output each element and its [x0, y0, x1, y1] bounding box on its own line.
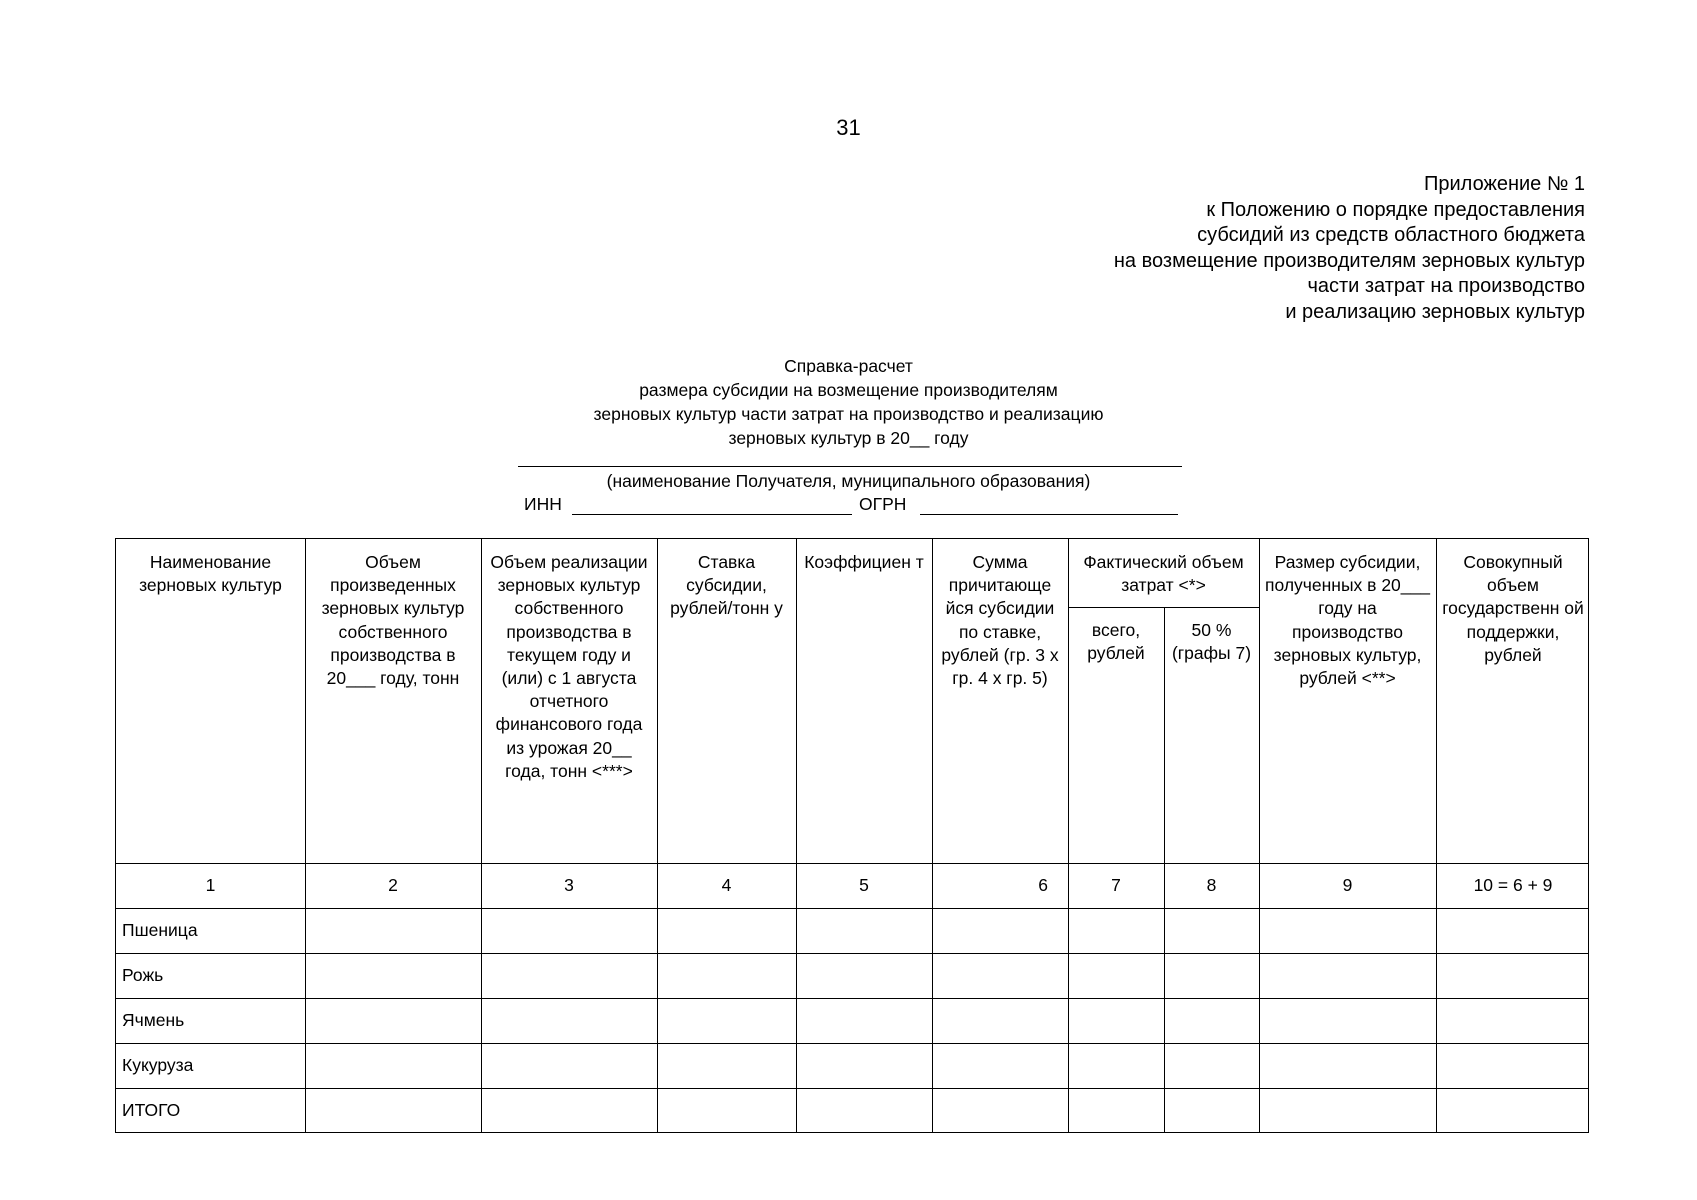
- row-label-rye: Рожь: [122, 965, 164, 985]
- row-label-wheat: Пшеница: [122, 920, 198, 940]
- title-line: Справка-расчет: [784, 356, 913, 376]
- ogrn-label: ОГРН: [859, 494, 907, 514]
- header-total-support: Совокупный объем государственн ой поддержки, рублей: [1442, 552, 1584, 665]
- header-subsidy-rate: Ставка субсидии, рублей/тонн у: [670, 552, 783, 619]
- row-divider: [116, 863, 1588, 864]
- row-divider: [116, 953, 1588, 954]
- title-line: размера субсидии на возмещение производителям: [639, 380, 1058, 400]
- header-coefficient: Коэффициен т: [804, 552, 924, 572]
- row-label-barley: Ячмень: [122, 1010, 185, 1030]
- appendix-line: Приложение № 1: [1424, 173, 1585, 195]
- column-number: 1: [205, 875, 216, 895]
- subsidy-table: [115, 538, 1589, 1133]
- header-received-subsidy: Размер субсидии, полученных в 20___ году на производство зерновых культур, рублей <**>: [1265, 552, 1430, 689]
- appendix-line: на возмещение производителям зерновых культур: [1113, 249, 1585, 272]
- column-number: 8: [1206, 875, 1217, 895]
- column-number: 4: [721, 875, 732, 895]
- appendix-line: и реализацию зерновых культур: [1285, 300, 1585, 323]
- row-divider: [116, 908, 1588, 909]
- column-number: 3: [564, 875, 574, 895]
- recipient-name-line: [518, 466, 1182, 467]
- document-title: [0, 354, 1697, 450]
- row-label-total: ИТОГО: [122, 1100, 181, 1120]
- column-number: 6: [1038, 875, 1048, 895]
- row-divider: [116, 1043, 1588, 1044]
- column-number: 7: [1111, 875, 1121, 895]
- column-number: 9: [1342, 875, 1353, 895]
- appendix-line: субсидий из средств областного бюджета: [1197, 224, 1585, 247]
- title-line: зерновых культур в 20__ году: [728, 428, 969, 448]
- inn-label: ИНН: [524, 494, 562, 514]
- group-header-divider: [1068, 607, 1259, 608]
- header-costs-total: всего, рублей: [1087, 620, 1145, 664]
- header-costs-half: 50 % (графы 7): [1171, 620, 1252, 664]
- page-number: 31: [836, 115, 861, 140]
- inn-field-line: [572, 514, 852, 515]
- header-sold-volume: Объем реализации зерновых культур собственного производства в текущем году и (или) с 1 августа отчетного финансового года из урожая 20__ года, тонн <***>: [490, 552, 648, 781]
- appendix-line: части затрат на производство: [1307, 275, 1585, 298]
- appendix-note: [1114, 172, 1585, 326]
- recipient-caption: (наименование Получателя, муниципального образования): [606, 471, 1091, 491]
- column-number: 2: [388, 875, 398, 895]
- header-produced-volume: Объем произведенных зерновых культур собственного производства в 20___ году, тонн: [321, 552, 465, 689]
- row-divider: [116, 1088, 1588, 1089]
- header-subsidy-sum: Сумма причитающе йся субсидии по ставке, рублей (гр. 3 х гр. 4 х гр. 5): [941, 552, 1059, 689]
- appendix-line: к Положению о порядке предоставления: [1206, 198, 1585, 221]
- row-divider: [116, 998, 1588, 999]
- header-actual-costs: Фактический объем затрат <*>: [1083, 552, 1244, 596]
- column-number: 5: [859, 875, 869, 895]
- header-crop-name: Наименование зерновых культур: [139, 552, 282, 596]
- col-divider: [1164, 607, 1165, 1132]
- column-number: 10 = 6 + 9: [1473, 875, 1553, 895]
- row-label-corn: Кукуруза: [122, 1055, 194, 1075]
- title-line: зерновых культур части затрат на производство и реализацию: [593, 404, 1104, 424]
- ogrn-field-line: [920, 514, 1178, 515]
